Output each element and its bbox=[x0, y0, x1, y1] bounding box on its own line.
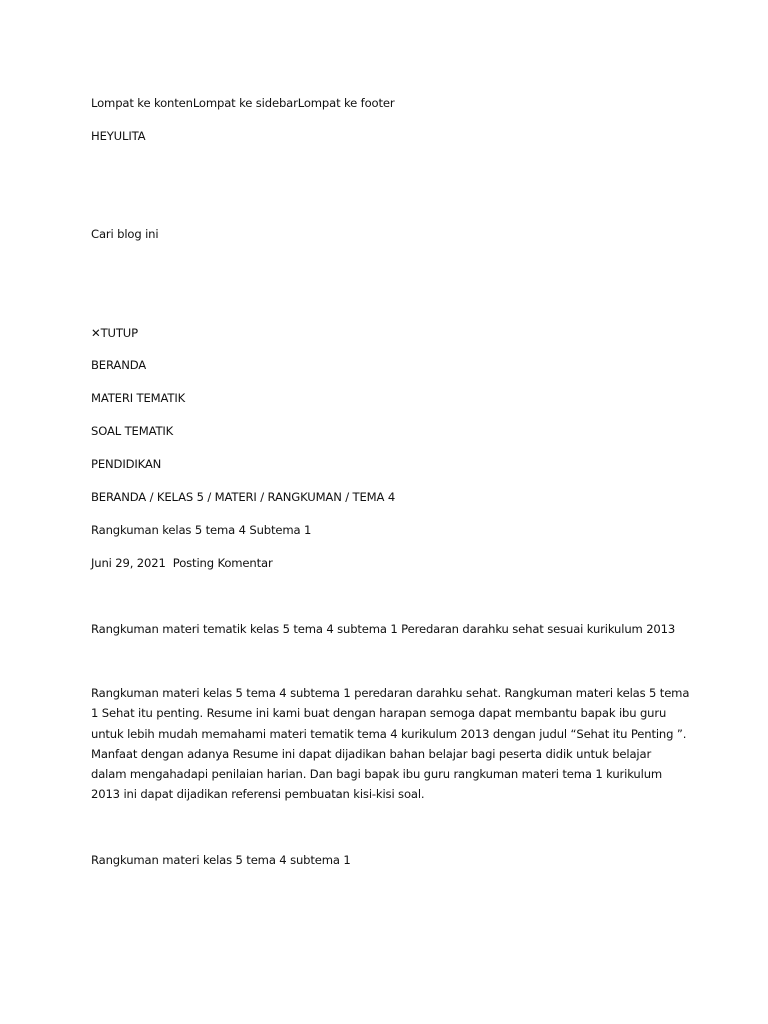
menu-item-beranda[interactable]: BERANDA bbox=[91, 358, 147, 372]
skip-to-content-link[interactable]: Lompat ke konten bbox=[91, 96, 193, 110]
menu-item-soal-tematik[interactable]: SOAL TEMATIK bbox=[91, 424, 174, 438]
body-line: 2013 ini dapat dijadikan referensi pembuatan kisi-kisi soal. bbox=[91, 787, 425, 802]
body-line: dalam mengahadapi penilaian harian. Dan bagi bapak ibu guru rangkuman materi tema 1 kurikulum bbox=[91, 767, 663, 782]
blog-title[interactable]: HEYULITA bbox=[91, 129, 146, 143]
skip-to-sidebar-link[interactable]: Lompat ke sidebar bbox=[192, 96, 298, 110]
body-line: Rangkuman materi kelas 5 tema 4 subtema 1 peredaran darahku sehat. Rangkuman materi kelas 5 tema bbox=[91, 686, 690, 700]
close-label: TUTUP bbox=[100, 326, 138, 340]
menu-item-pendidikan[interactable]: PENDIDIKAN bbox=[91, 457, 162, 471]
menu-close-button[interactable] bbox=[91, 326, 138, 340]
skip-to-footer-link[interactable]: Lompat ke footer bbox=[297, 96, 395, 110]
post-date: Juni 29, 2021 bbox=[91, 556, 166, 570]
post-body-paragraph bbox=[91, 683, 691, 805]
close-icon: ✕ bbox=[91, 326, 101, 340]
body-line: Manfaat dengan adanya Resume ini dapat dijadikan bahan belajar bagi peserta didik untuk belajar bbox=[91, 746, 652, 761]
comment-link[interactable]: Posting Komentar bbox=[172, 556, 273, 570]
breadcrumb[interactable]: BERANDA / KELAS 5 / MATERI / RANGKUMAN / TEMA 4 bbox=[91, 490, 396, 504]
post-title: Rangkuman kelas 5 tema 4 Subtema 1 bbox=[91, 523, 312, 537]
body-line: untuk lebih mudah memahami materi tematik tema 4 kurikulum 2013 dengan judul “Sehat itu Penting ”. bbox=[91, 726, 687, 741]
search-label[interactable]: Cari blog ini bbox=[91, 227, 159, 241]
post-intro: Rangkuman materi tematik kelas 5 tema 4 subtema 1 Peredaran darahku sehat sesuai kurikulum 2013 bbox=[91, 622, 676, 636]
post-meta bbox=[91, 556, 273, 570]
section-heading: Rangkuman materi kelas 5 tema 4 subtema 1 bbox=[91, 853, 351, 867]
skip-links bbox=[91, 96, 395, 110]
menu-item-materi-tematik[interactable]: MATERI TEMATIK bbox=[91, 391, 186, 405]
body-line: 1 Sehat itu penting. Resume ini kami buat dengan harapan semoga dapat membantu bapak ibu guru bbox=[91, 706, 667, 721]
